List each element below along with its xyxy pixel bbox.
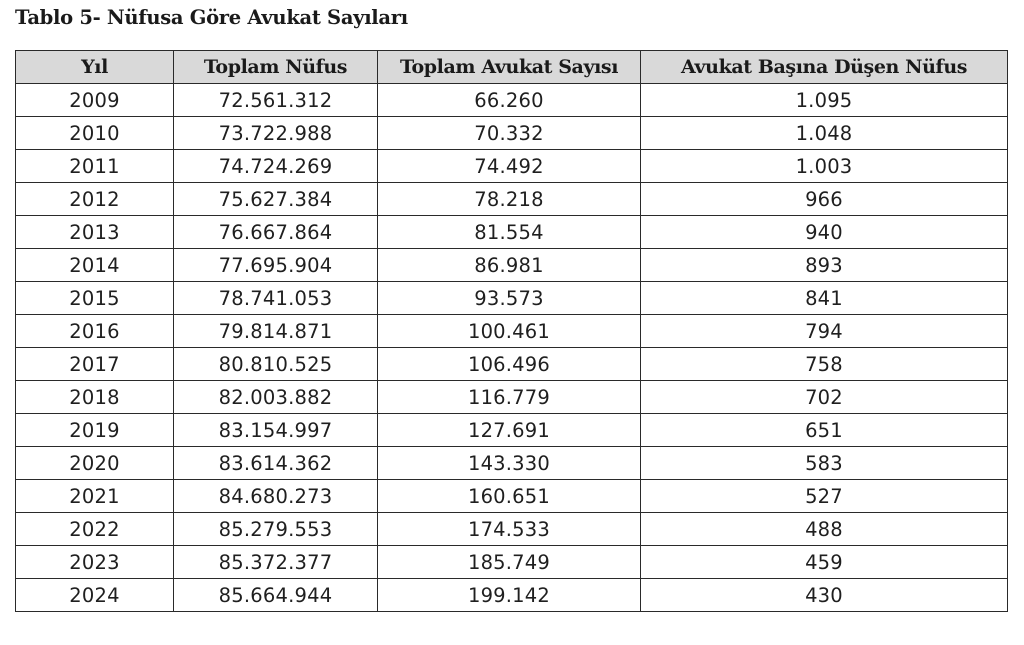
cell-total-population: 77.695.904 bbox=[174, 249, 378, 282]
cell-population-per-lawyer: 527 bbox=[641, 480, 1008, 513]
cell-total-population: 80.810.525 bbox=[174, 348, 378, 381]
cell-total-lawyers: 100.461 bbox=[378, 315, 641, 348]
cell-population-per-lawyer: 940 bbox=[641, 216, 1008, 249]
cell-total-lawyers: 81.554 bbox=[378, 216, 641, 249]
cell-total-lawyers: 70.332 bbox=[378, 117, 641, 150]
cell-total-lawyers: 185.749 bbox=[378, 546, 641, 579]
cell-total-population: 85.372.377 bbox=[174, 546, 378, 579]
cell-total-lawyers: 78.218 bbox=[378, 183, 641, 216]
table-row bbox=[16, 348, 1008, 381]
cell-total-population: 76.667.864 bbox=[174, 216, 378, 249]
cell-total-lawyers: 160.651 bbox=[378, 480, 641, 513]
table-row bbox=[16, 546, 1008, 579]
cell-total-population: 85.279.553 bbox=[174, 513, 378, 546]
cell-total-population: 83.154.997 bbox=[174, 414, 378, 447]
cell-total-population: 72.561.312 bbox=[174, 84, 378, 117]
cell-total-lawyers: 93.573 bbox=[378, 282, 641, 315]
cell-population-per-lawyer: 459 bbox=[641, 546, 1008, 579]
table-row bbox=[16, 579, 1008, 612]
header-total-lawyers: Toplam Avukat Sayısı bbox=[378, 51, 641, 84]
cell-total-population: 79.814.871 bbox=[174, 315, 378, 348]
cell-total-lawyers: 106.496 bbox=[378, 348, 641, 381]
cell-year: 2021 bbox=[16, 480, 174, 513]
table-row bbox=[16, 414, 1008, 447]
cell-total-population: 85.664.944 bbox=[174, 579, 378, 612]
cell-total-lawyers: 127.691 bbox=[378, 414, 641, 447]
cell-year: 2024 bbox=[16, 579, 174, 612]
cell-total-lawyers: 174.533 bbox=[378, 513, 641, 546]
cell-total-lawyers: 74.492 bbox=[378, 150, 641, 183]
cell-year: 2020 bbox=[16, 447, 174, 480]
cell-population-per-lawyer: 651 bbox=[641, 414, 1008, 447]
table-body bbox=[16, 84, 1008, 612]
table-row bbox=[16, 315, 1008, 348]
cell-total-population: 74.724.269 bbox=[174, 150, 378, 183]
cell-population-per-lawyer: 430 bbox=[641, 579, 1008, 612]
table-header-row bbox=[16, 51, 1008, 84]
cell-population-per-lawyer: 893 bbox=[641, 249, 1008, 282]
header-population-per-lawyer: Avukat Başına Düşen Nüfus bbox=[641, 51, 1008, 84]
header-year: Yıl bbox=[16, 51, 174, 84]
cell-year: 2016 bbox=[16, 315, 174, 348]
table-row bbox=[16, 282, 1008, 315]
cell-total-population: 83.614.362 bbox=[174, 447, 378, 480]
cell-population-per-lawyer: 758 bbox=[641, 348, 1008, 381]
cell-year: 2017 bbox=[16, 348, 174, 381]
cell-year: 2009 bbox=[16, 84, 174, 117]
cell-total-lawyers: 143.330 bbox=[378, 447, 641, 480]
cell-population-per-lawyer: 841 bbox=[641, 282, 1008, 315]
cell-population-per-lawyer: 488 bbox=[641, 513, 1008, 546]
cell-year: 2019 bbox=[16, 414, 174, 447]
cell-total-lawyers: 66.260 bbox=[378, 84, 641, 117]
table-row bbox=[16, 216, 1008, 249]
table-row bbox=[16, 84, 1008, 117]
table-row bbox=[16, 447, 1008, 480]
cell-total-population: 78.741.053 bbox=[174, 282, 378, 315]
table-row bbox=[16, 480, 1008, 513]
table-title: Tablo 5- Nüfusa Göre Avukat Sayıları bbox=[15, 6, 408, 29]
cell-year: 2011 bbox=[16, 150, 174, 183]
data-table bbox=[15, 50, 1008, 612]
table-row bbox=[16, 249, 1008, 282]
cell-total-population: 82.003.882 bbox=[174, 381, 378, 414]
cell-population-per-lawyer: 966 bbox=[641, 183, 1008, 216]
cell-population-per-lawyer: 1.095 bbox=[641, 84, 1008, 117]
cell-total-population: 75.627.384 bbox=[174, 183, 378, 216]
cell-year: 2012 bbox=[16, 183, 174, 216]
cell-year: 2013 bbox=[16, 216, 174, 249]
cell-total-lawyers: 86.981 bbox=[378, 249, 641, 282]
cell-year: 2023 bbox=[16, 546, 174, 579]
table-row bbox=[16, 513, 1008, 546]
cell-year: 2010 bbox=[16, 117, 174, 150]
cell-population-per-lawyer: 583 bbox=[641, 447, 1008, 480]
cell-year: 2022 bbox=[16, 513, 174, 546]
cell-total-population: 73.722.988 bbox=[174, 117, 378, 150]
table-row bbox=[16, 381, 1008, 414]
cell-population-per-lawyer: 702 bbox=[641, 381, 1008, 414]
cell-population-per-lawyer: 794 bbox=[641, 315, 1008, 348]
cell-total-lawyers: 116.779 bbox=[378, 381, 641, 414]
table-row bbox=[16, 150, 1008, 183]
header-total-population: Toplam Nüfus bbox=[174, 51, 378, 84]
cell-year: 2018 bbox=[16, 381, 174, 414]
table-row bbox=[16, 183, 1008, 216]
cell-total-lawyers: 199.142 bbox=[378, 579, 641, 612]
table-row bbox=[16, 117, 1008, 150]
cell-year: 2014 bbox=[16, 249, 174, 282]
cell-total-population: 84.680.273 bbox=[174, 480, 378, 513]
cell-population-per-lawyer: 1.003 bbox=[641, 150, 1008, 183]
cell-year: 2015 bbox=[16, 282, 174, 315]
cell-population-per-lawyer: 1.048 bbox=[641, 117, 1008, 150]
